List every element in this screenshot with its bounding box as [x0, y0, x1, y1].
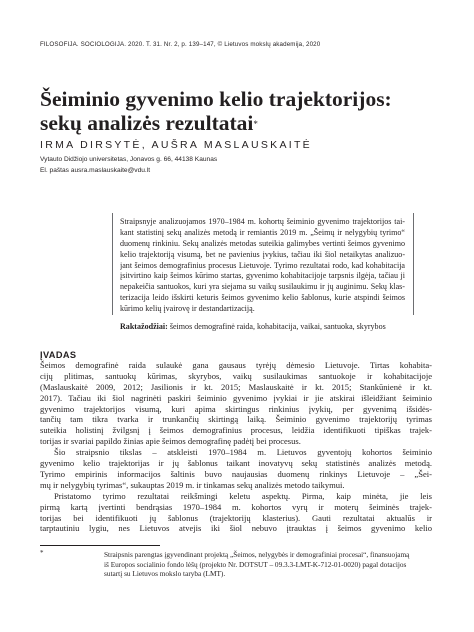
body-line: 2017). Tačiau iki šiol nagrinėti paskiri šeiminio gyvenimo įvykiai ir jie atskirai išleidžiant šeiminio — [40, 392, 432, 403]
body-line: tančių tam tikra tvarka ir trunkančių skirtingą laiką. Šeiminio gyvenimo trajektorijų tyrimas — [40, 414, 432, 425]
affiliation: Vytauto Didžiojo universitetas, Jonavos g. 66, 44138 Kaunas — [40, 156, 218, 163]
author-email: El. paštas ausra.maslauskaite@vdu.lt — [40, 167, 151, 174]
abstract-line: nepakeičia santuokos, kuri yra siejama su vaikų susilaukimu ir jų auginimu. Sekų klas- — [120, 282, 405, 292]
body-line: mų ir nelygybių tyrimas“, sukauptas 2019 m. ir tinkamas sekų analizės metodo taikymui. — [40, 479, 345, 490]
footnote-marker: * — [40, 549, 44, 557]
keywords — [120, 322, 410, 331]
article-title — [40, 87, 440, 135]
footnote-line: sutartį su Lietuvos mokslo taryba (LMT). — [104, 569, 226, 579]
abstract-line: Straipsnyje analizuojamos 1970–1984 m. kohortų šeiminio gyvenimo trajektorijos tai- — [120, 217, 405, 226]
title-line-1: Šeiminio gyvenimo kelio trajektorijos: — [40, 87, 392, 111]
body-line: gyvenimo kelio trajektorijas ir jų šablonus taikant inovatyvų sekų statistinės analizės metodą. — [40, 458, 432, 469]
abstract-line: kelio trajektoriją visumą, bet ne pavienius įvykius, tačiau iki šiol netaikytas analizuo- — [120, 249, 405, 259]
body-line: Šeimos demografinė raida sulaukė gana gausaus tyrėjų dėmesio Lietuvoje. Tirtas kohabita- — [40, 360, 432, 370]
title-footnote-marker: * — [253, 119, 258, 129]
body-text — [40, 360, 432, 534]
body-line: pirmą kartą įvertinti bendrąsias 1970–1984 m. kohortos vyrų ir moterų šeiminės trajek- — [40, 501, 432, 512]
footnote-line: Straipsnis parengtas įgyvendinant projektą „Šeimos, nelygybės ir demografiniai procesai“, finansuojamą — [104, 550, 410, 559]
body-line: (Maslauskaitė 2009, 2012; Jasilionis ir kt. 2015; Maslauskaitė ir kt. 2015; Stankūnienė ir kt. — [40, 381, 432, 392]
footnote-body — [104, 550, 426, 579]
abstract-line: kūrimo kelių įvairovę ir destandartizaciją. — [120, 304, 255, 314]
keywords-label: Raktažodžiai: — [120, 322, 168, 331]
body-line: suteikia holistinį žvilgsnį į šeimos demografinius procesus, leidžia identifikuoti tipiškas trajek- — [40, 425, 432, 436]
body-line: tarptautiniu lygiu, nes Lietuvos atvejis iki šiol nebuvo įtrauktas į šeimos gyvenimo kelio — [40, 523, 432, 534]
journal-citation-line: FILOSOFIJA. SOCIOLOGIJA. 2020. T. 31. Nr. 2, p. 139–147, © Lietuvos mokslų akademija, 2020 — [40, 41, 321, 48]
body-line: Pristatomo tyrimo rezultatai reikšmingi keletu aspektų. Pirma, kaip minėta, jie leis — [54, 490, 432, 501]
body-line: torijas ir svariai papildo žinias apie šeimos demografinę padėtį bei procesus. — [40, 436, 301, 447]
abstract-line: duomenų rinkiniu. Sekų analizės metodas suteikia galimybes vertinti šeimos gyvenimo — [120, 238, 405, 248]
title-line-2-text: sekų analizės rezultatai — [40, 111, 254, 135]
body-line: gyvenimo trajektorijos visumą, kuri apima skirtingus rinkinius įvykių, per gyvenimą išsidės- — [40, 403, 432, 414]
abstract-line: terizacija leido išskirti keturis šeimos gyvenimo kelio šablonus, kurie atspindi šeimos — [120, 293, 405, 303]
abstract-line: įsitvirtino kaip šeimos kūrimo startas, gyvenimo kohabitacijoje tarpsnis ilgėja, tačiau ji — [120, 271, 405, 281]
body-line: Tyrimo empirinis informacijos šaltinis buvo naujausias duomenų rinkinys Lietuvoje – „Šei- — [40, 468, 432, 479]
footnote-line: iš Europos socialinio fondo lėšų (projekto Nr. DOTSUT – 09.3.3-LMT-K-712-01-0020) pagal dotacijos — [104, 559, 407, 569]
keywords-text: šeimos demografinė raida, kohabitacija, vaikai, santuoka, skyrybos — [167, 322, 386, 331]
authors: IRMA DIRSYTĖ, AUŠRA MASLAUSKAITĖ — [40, 139, 312, 151]
title-line-2 — [40, 111, 440, 135]
section-heading: ĮVADAS — [40, 350, 77, 360]
body-line: cijų plitimas, santuokų kūrimas, skyrybos, vaikų susilaukimas santuokoje ir kohabitacijoje — [40, 370, 432, 381]
body-line: torijas bei identifikuoti jų šablonus (trajektorijų klasterius). Gauti rezultatai aktualūs ir — [40, 512, 432, 523]
abstract — [120, 217, 405, 314]
abstract-line: kant statistinį sekų analizės metodą ir remiantis 2019 m. „Šeimų ir nelygybių tyrimo“ — [120, 227, 405, 237]
footnote-rule — [40, 545, 160, 546]
body-line: Šio straipsnio tikslas – atskleisti 1970–1984 m. Lietuvos gyventojų kohortos šeiminio — [54, 447, 432, 458]
abstract-line: jant šeimos demografinius procesus Lietuvoje. Tyrimo rezultatai rodo, kad kohabitacija — [120, 260, 405, 270]
